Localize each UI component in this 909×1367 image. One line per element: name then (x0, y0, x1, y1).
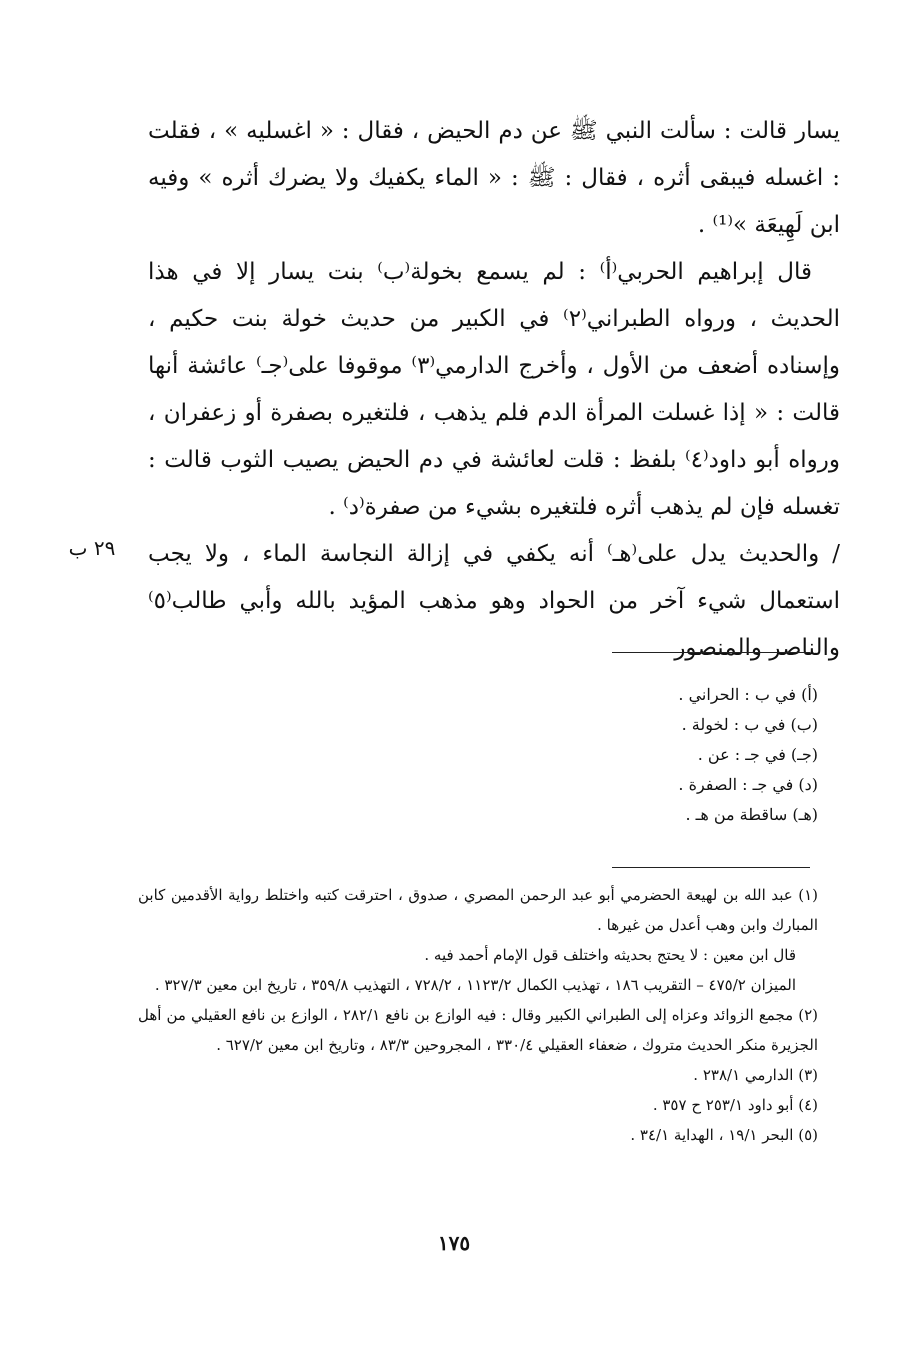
footnote: (٣) الدارمي ٢٣٨/١ . (693, 1066, 818, 1084)
variant-note: (ب) في ب : لخولة . (681, 715, 818, 734)
main-paragraph-2: قال إبراهيم الحربي⁽أ⁾ : لم يسمع بخولة⁽ب⁾ بنت يسار إلا في هذا الحديث ، ورواه الطبراني⁽٢⁾ في الكبير من حديث خولة بنت حكيم ، وإسناده أضعف من الأول ، وأخرج الدارمي⁽٣⁾ موقوفا على⁽جـ⁾ عائشة أنها قالت : « إذا غسلت المرأة الدم فلم يذهب ، فلتغيره بصفرة أو زعفران ، ورواه أبو داود⁽٤⁾ بلفظ : قلت لعائشة في دم الحيض يصيب الثوب قالت : تغسله فإن لم يذهب أثره فلتغيره بشيء من صفرة⁽د⁾ . (148, 259, 840, 520)
footnote: قال ابن معين : لا يحتج بحديثه واختلف قول الإمام أحمد فيه . (424, 946, 796, 964)
variants-divider (612, 652, 810, 653)
variant-note: (د) في جـ : الصفرة . (678, 775, 818, 794)
footnote: (٤) أبو داود ٢٥٣/١ ح ٣٥٧ . (652, 1096, 818, 1114)
main-text (148, 108, 840, 672)
footnote: (٢) مجمع الزوائد وعزاه إلى الطبراني الكبير وقال : فيه الوازع بن نافع ٢٨٢/١ ، الوازع بن نافع العقيلي من أهل الجزيرة منكر الحديث متروك ، ضعفاء العقيلي ٣٣٠/٤ ، المجروحين ٨٣/٣ ، وتاريخ ابن معين ٦٢٧/٢ . (138, 1006, 818, 1054)
variant-note: (هـ) ساقطة من هـ . (685, 805, 818, 824)
page-number: ١٧٥ (437, 1231, 471, 1255)
main-paragraph-1: يسار قالت : سألت النبي ﷺ عن دم الحيض ، فقال : « اغسليه » ، فقلت : اغسله فيبقى أثره ، فقال : ﷺ : « الماء يكفيك ولا يضرك أثره » وفيه ابن لَهِيعَة »⁽¹⁾ . (148, 118, 840, 238)
main-paragraph-3: / والحديث يدل على⁽هـ⁾ أنه يكفي في إزالة النجاسة الماء ، ولا يجب استعمال شيء آخر من الحواد وهو مذهب المؤيد بالله وأبي طالب⁽٥⁾ والناصر والمنصور (148, 541, 840, 661)
footnote: (١) عبد الله بن لهيعة الحضرمي أبو عبد الرحمن المصري ، صدوق ، احترقت كتبه واختلط رواية الأقدمين كابن المبارك وابن وهب أعدل من غيرها . (138, 886, 818, 934)
variant-notes (450, 680, 818, 830)
footnotes-divider (612, 867, 810, 868)
margin-folio-note: ٢٩ ب (68, 536, 116, 560)
variant-note: (أ) في ب : الحراني . (678, 685, 818, 704)
footnote: الميزان ٤٧٥/٢ – التقريب ١٨٦ ، تهذيب الكمال ١١٢٣/٢ ، ٧٢٨/٢ ، التهذيب ٣٥٩/٨ ، تاريخ ابن معين ٣٢٧/٣ . (154, 976, 796, 994)
footnotes (138, 880, 818, 1150)
variant-note: (جـ) في جـ : عن . (697, 745, 818, 764)
footnote: (٥) البحر ١٩/١ ، الهداية ٣٤/١ . (630, 1126, 818, 1144)
